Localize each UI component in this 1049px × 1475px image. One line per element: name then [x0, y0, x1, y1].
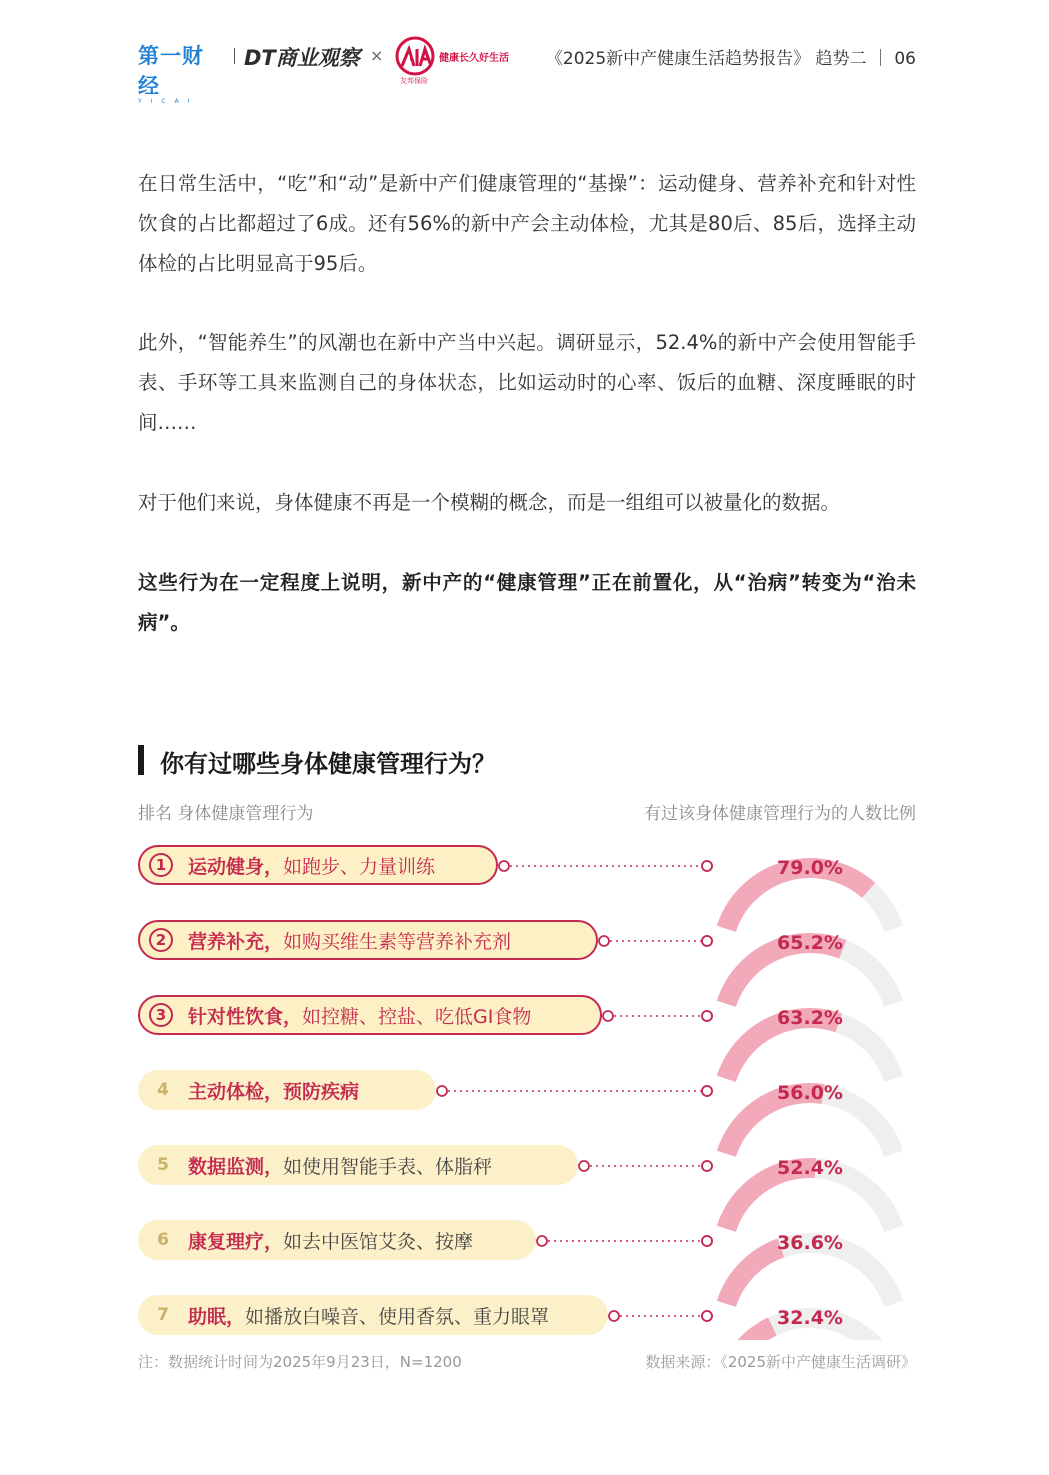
connector-start-dot [537, 1236, 547, 1246]
behavior-example: 如播放白噪音、使用香氛、重力眼罩 [245, 1305, 550, 1328]
value-label: 56.0% [777, 1082, 843, 1104]
aia-name: 友邦保险 [400, 77, 428, 85]
gauge-anchor-dot [702, 936, 712, 946]
behavior-name: 主动体检，预防疾病 [188, 1080, 360, 1103]
chart-row-label [138, 845, 498, 885]
gauge-anchor-dot [702, 1311, 712, 1321]
data-source: 数据来源：《2025新中产健康生活调研》 [645, 1353, 916, 1371]
yicai-logo [138, 40, 222, 105]
chart-row-label [138, 995, 602, 1035]
connector-start-dot [499, 861, 509, 871]
behavior-name: 营养补充， [188, 930, 284, 953]
connector-start-dot [599, 936, 609, 946]
behavior-example: 如去中医馆艾灸、按摩 [283, 1230, 474, 1253]
value-label: 63.2% [777, 1007, 843, 1029]
aia-slogan: 健康长久好生活 [439, 53, 509, 64]
yicai-logo-text: 第一财经 [138, 44, 204, 98]
behavior-example: 如购买维生素等营养补充剂 [283, 930, 512, 953]
paragraph-2: 此外，“智能养生”的风潮也在新中产当中兴起。调研显示，52.4%的新中产会使用智能手表、手环等工具来监测自己的身体状态，比如运动时的心率、饭后的血糖、深度睡眠的时间…… [138, 331, 916, 434]
rank-badge: 7 [157, 1305, 169, 1325]
paragraph-3: 对于他们来说，身体健康不再是一个模糊的概念，而是一组组可以被量化的数据。 [138, 491, 841, 514]
behavior-name: 运动健身， [188, 855, 284, 878]
column-header-ratio: 有过该身体健康管理行为的人数比例 [644, 804, 916, 824]
page-header [138, 36, 916, 105]
rank-badge: 4 [157, 1080, 169, 1100]
yicai-logo-subtext: YICAI [138, 98, 199, 105]
behavior-example: 如跑步、力量训练 [283, 855, 436, 878]
footnote: 注：数据统计时间为2025年9月23日，N=1200 [138, 1353, 462, 1371]
chart-row-label [138, 1295, 608, 1335]
value-label: 32.4% [777, 1307, 843, 1329]
paragraph-1: 在日常生活中，“吃”和“动”是新中产们健康管理的“基操”：运动健身、营养补充和针对性饮食的占比都超过了6成。还有56%的新中产会主动体检，尤其是80后、85后，选择主动体检的占比明显高于95后。 [138, 172, 916, 275]
behavior-name: 助眠， [188, 1305, 246, 1328]
connector-start-dot [437, 1086, 447, 1096]
collab-x: × [370, 46, 384, 65]
behavior-name: 康复理疗， [188, 1230, 284, 1253]
value-label: 79.0% [777, 857, 843, 879]
report-title: 《2025新中产健康生活趋势报告》 趋势二 ｜ 06 [545, 49, 916, 69]
gauge-anchor-dot [702, 1011, 712, 1021]
connector-start-dot [579, 1161, 589, 1171]
chart-row-label [138, 1145, 578, 1185]
column-header-behavior: 排名 身体健康管理行为 [138, 804, 314, 824]
paragraph-4: 这些行为在一定程度上说明，新中产的“健康管理”正在前置化，从“治病”转变为“治未病”。 [138, 571, 916, 634]
chart-row-label [138, 920, 598, 960]
gauge-anchor-dot [702, 1236, 712, 1246]
connector-start-dot [609, 1311, 619, 1321]
chart-title: 你有过哪些身体健康管理行为？ [160, 750, 496, 778]
behavior-name: 针对性饮食， [188, 1005, 303, 1028]
behavior-example: 如控糖、控盐、吃低GI食物 [302, 1005, 532, 1028]
gauge-anchor-dot [702, 861, 712, 871]
rank-badge: 2 [149, 928, 173, 952]
value-label: 36.6% [777, 1232, 843, 1254]
chart-title-marker [138, 745, 144, 775]
chart-row-label [138, 1070, 436, 1110]
gauge-anchor-dot [702, 1086, 712, 1096]
logo-divider [234, 48, 235, 64]
behavior-name: 数据监测， [188, 1155, 284, 1178]
gauge-anchor-dot [702, 1161, 712, 1171]
connector-start-dot [603, 1011, 613, 1021]
rank-badge: 1 [149, 853, 173, 877]
rank-badge: 5 [157, 1155, 169, 1175]
value-label: 52.4% [777, 1157, 843, 1179]
gauge-fill [726, 1248, 781, 1304]
dt-logo: DT商业观察 [244, 46, 360, 70]
rank-badge: 6 [157, 1230, 169, 1250]
chart-row-label [138, 1220, 536, 1260]
behavior-example: 如使用智能手表、体脂秤 [283, 1155, 493, 1178]
rank-badge: 3 [149, 1003, 173, 1027]
value-label: 65.2% [777, 932, 843, 954]
